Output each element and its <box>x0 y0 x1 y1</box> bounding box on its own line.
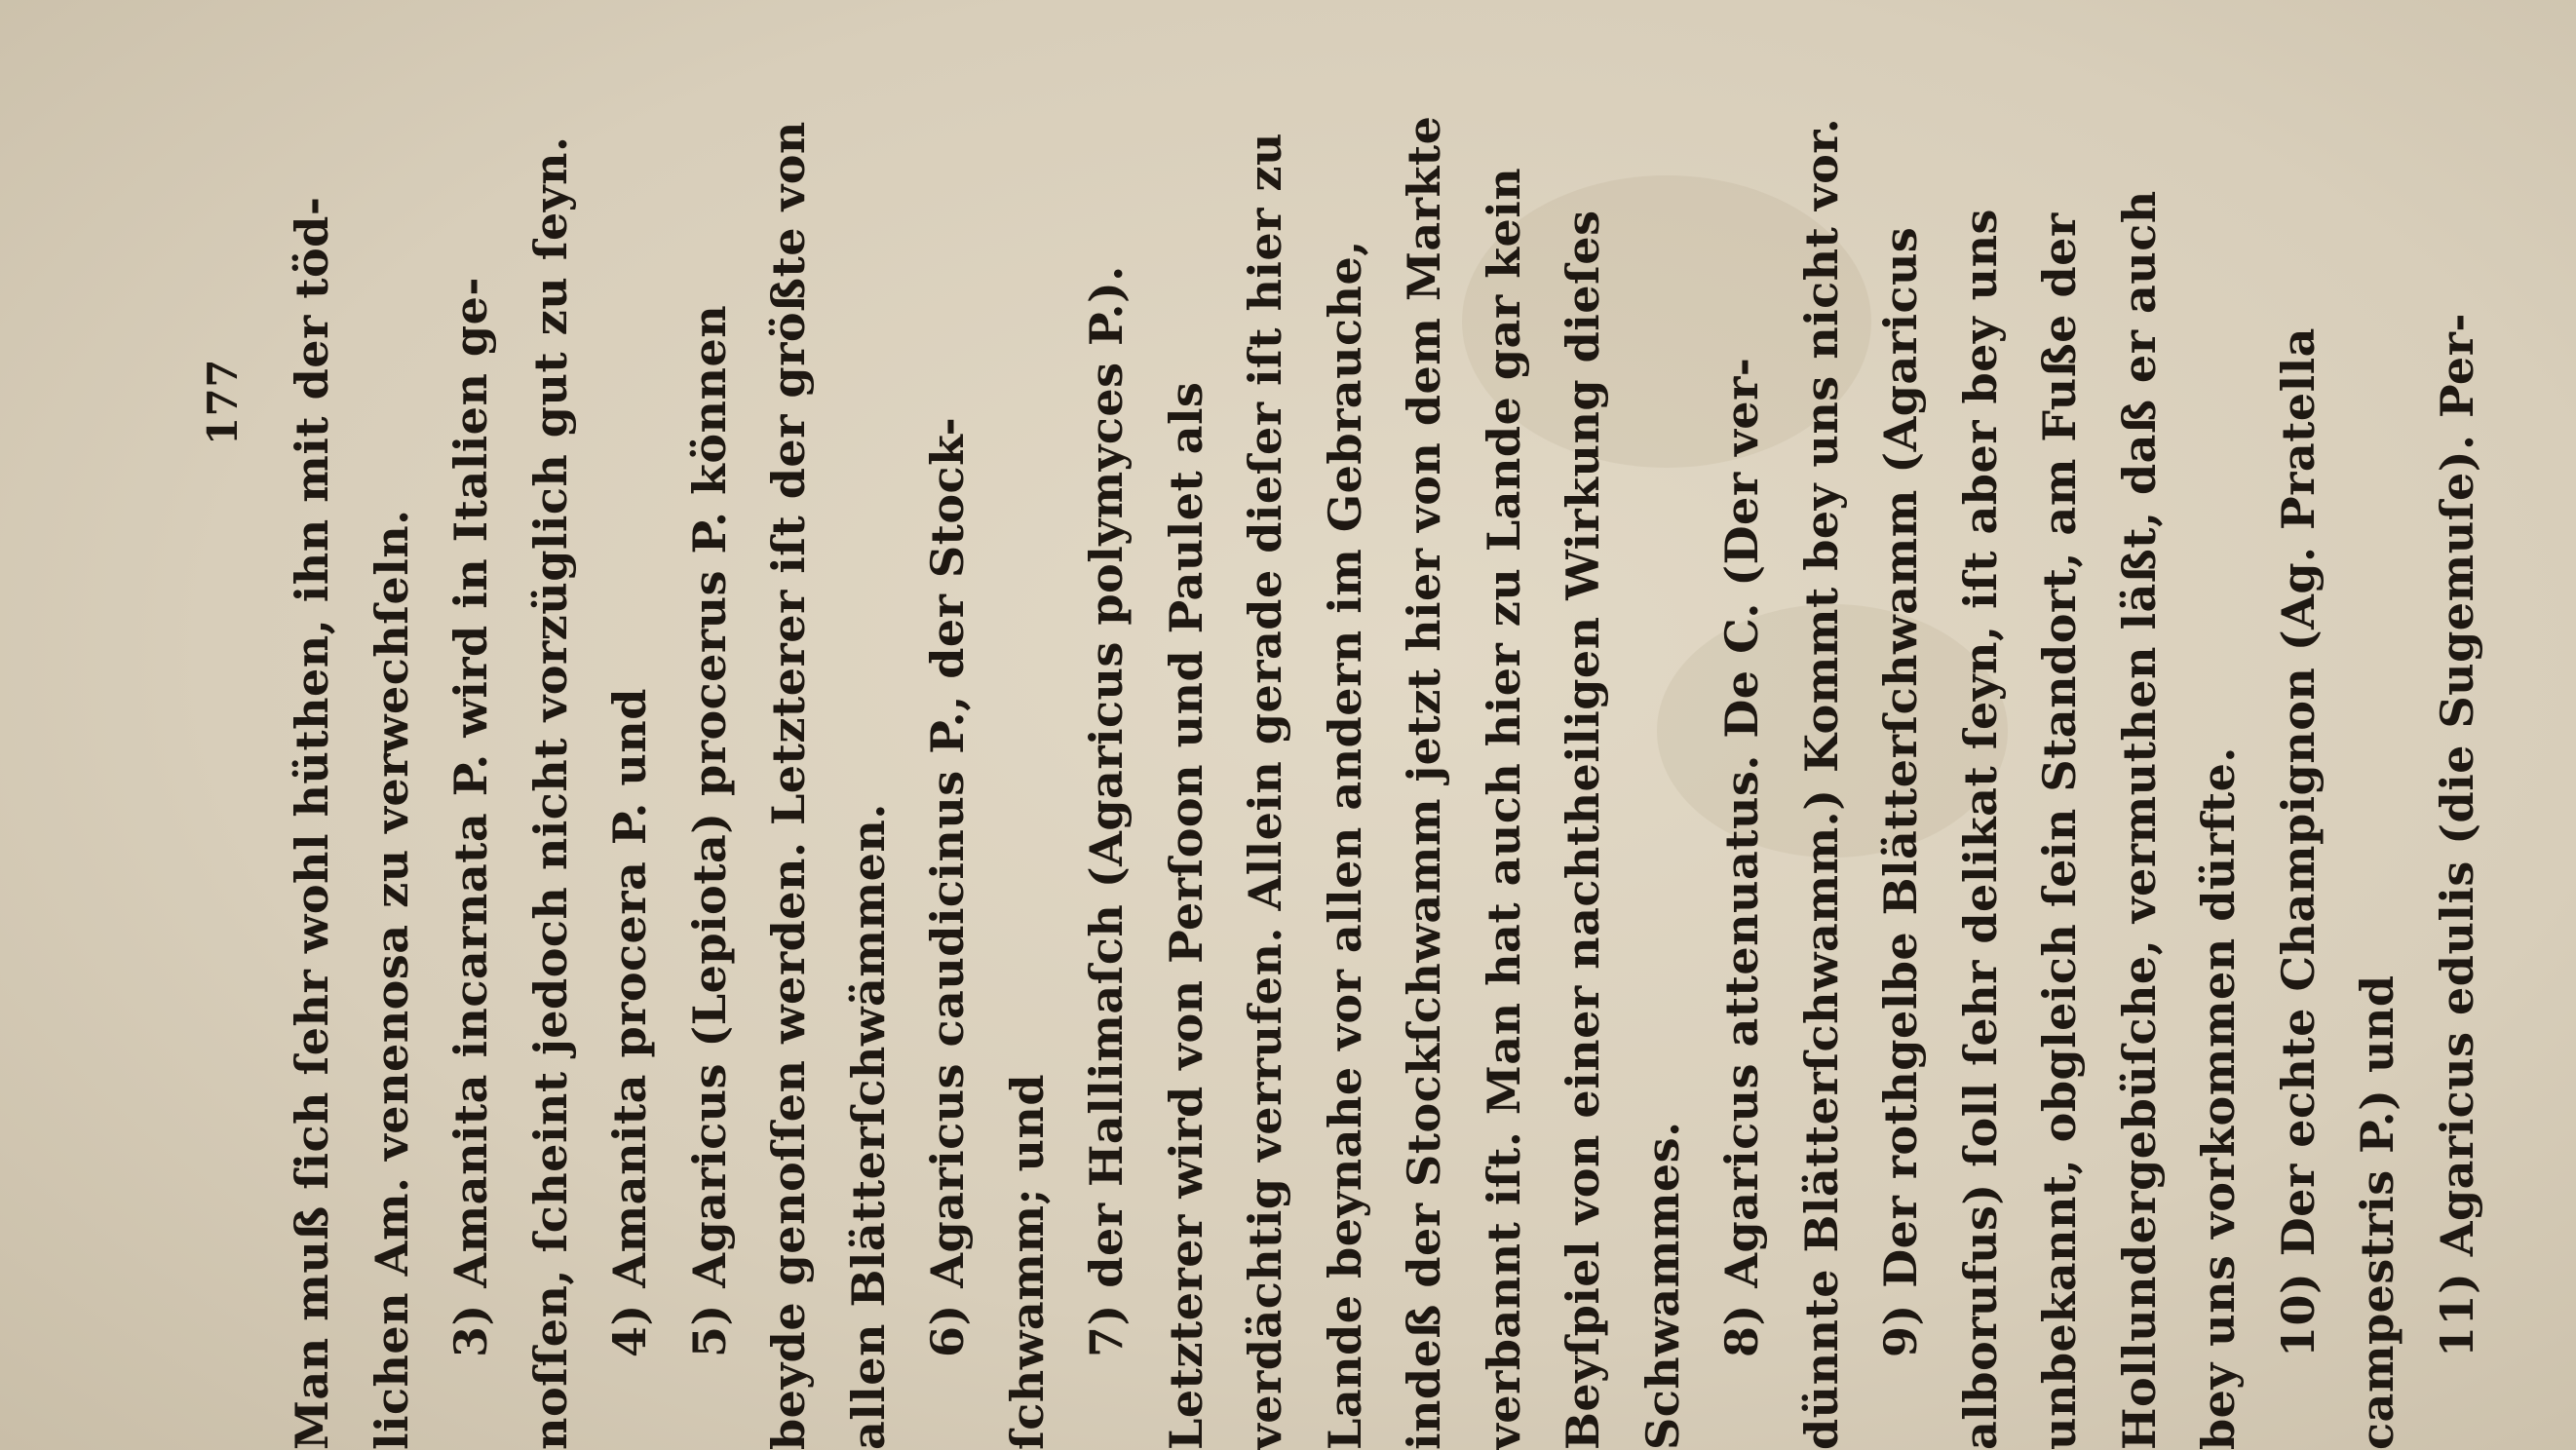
text-line: 10) Der echte Champignon (Ag. Pratella <box>2271 327 2325 1357</box>
text-line: 7) der Hallimaſch (Agaricus polymyces P.). <box>1080 265 1133 1357</box>
rotated-text-block <box>199 115 2497 1450</box>
text-line: 8) Agaricus attenuatus. De C. (Der ver- <box>1715 357 1768 1357</box>
text-line: ſchwamm; und <box>1000 1073 1054 1450</box>
text-line: 6) Agaricus caudicinus P., der Stock- <box>921 416 974 1357</box>
page-number: 177 <box>199 359 247 446</box>
text-line: 4) Amanita procera P. und <box>603 688 656 1357</box>
text-line: Man muß ſich ſehr wohl hüthen, ihn mit der töd- <box>286 196 338 1450</box>
text-line: Letzterer wird von Perſoon und Paulet als <box>1159 381 1212 1450</box>
text-line: verbannt iſt. Man hat auch hier zu Lande gar kein <box>1477 167 1530 1450</box>
text-line: Lande beynahe vor allen andern im Gebrauche, <box>1318 240 1371 1450</box>
text-line: bey uns vorkommen dürfte. <box>2192 746 2245 1450</box>
text-line: alborufus) ſoll ſehr delikat ſeyn, iſt aber bey uns <box>1953 209 2007 1450</box>
text-line: Beyſpiel von einer nachtheiligen Wirkung dieſes <box>1557 210 1609 1450</box>
text-line: lichen Am. venenosa zu verwechſeln. <box>365 509 418 1450</box>
text-line: 11) Agaricus edulis (die Sugemuſe). Per- <box>2430 313 2483 1357</box>
text-line: unbekannt, obgleich ſein Standort, am Fuße der <box>2033 212 2086 1450</box>
text-line: indeß der Stockſchwamm jetzt hier von dem Markte <box>1398 115 1450 1450</box>
text-line: noſſen, ſcheint jedoch nicht vorzüglich gut zu ſeyn. <box>523 135 577 1450</box>
text-line: 3) Amanita incarnata P. wird in Italien ge- <box>444 277 497 1357</box>
text-line: allen Blätterſchwämmen. <box>841 803 895 1450</box>
text-line: dünnte Blätterſchwamm.) Kommt bey uns nicht vor. <box>1794 117 1848 1450</box>
text-line: verdächtig verrufen. Allein gerade dieſer iſt hier zu <box>1239 133 1291 1450</box>
text-line: 9) Der rothgelbe Blätterſchwamm (Agaricus <box>1874 226 1927 1357</box>
text-line: 5) Agaricus (Lepiota) procerus P. können <box>682 304 736 1357</box>
text-line: Schwammes. <box>1635 1121 1689 1450</box>
text-line: beyde genoſſen werden. Letzterer iſt der größte von <box>762 121 815 1450</box>
text-line: campestris P.) und <box>2351 974 2403 1450</box>
text-line: Hollundergebüſche, vermuthen läßt, daß er auch <box>2112 190 2166 1450</box>
